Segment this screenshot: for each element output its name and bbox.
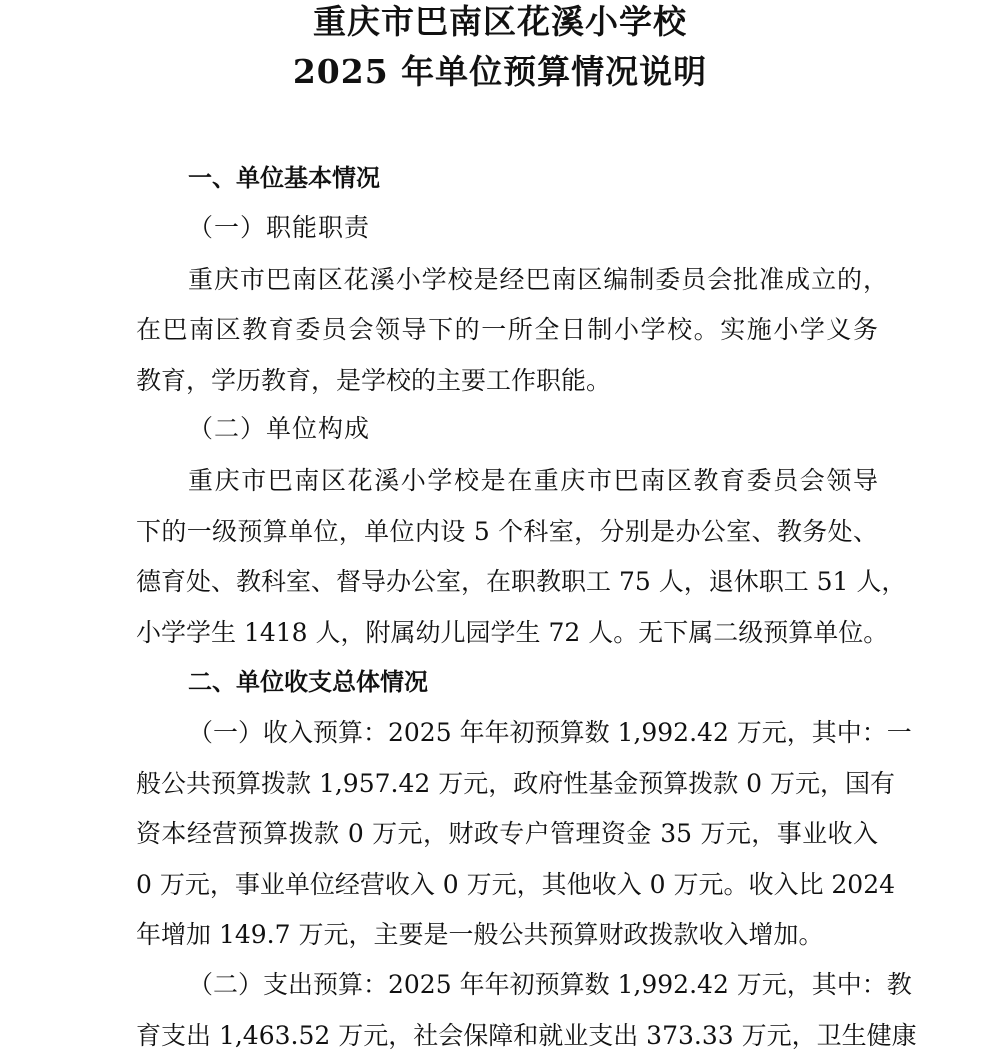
paragraph-line: 在巴南区教育委员会领导下的一所全日制小学校。实施小学义务 [136, 315, 878, 344]
paragraph-line: 资本经营预算拨款 0 万元，财政专户管理资金 35 万元，事业收入 [136, 819, 878, 848]
paragraph-line: （一）收入预算：2025 年年初预算数 1,992.42 万元，其中：一 [188, 718, 912, 747]
section-heading-basic-info: 一、单位基本情况 [188, 164, 380, 192]
paragraph-line: 0 万元，事业单位经营收入 0 万元，其他收入 0 万元。收入比 2024 [136, 870, 896, 899]
subheading-duties: （一）职能职责 [188, 213, 371, 242]
document-title-line-1: 重庆市巴南区花溪小学校 [313, 2, 687, 41]
paragraph-line: 教育，学历教育，是学校的主要工作职能。 [136, 366, 612, 395]
paragraph-line: 育支出 1,463.52 万元，社会保障和就业支出 373.33 万元，卫生健康 [136, 1021, 917, 1050]
document-title-line-2: 2025 年单位预算情况说明 [292, 52, 708, 91]
paragraph-line: 重庆市巴南区花溪小学校是经巴南区编制委员会批准成立的， [188, 265, 888, 294]
paragraph-line: 年增加 149.7 万元，主要是一般公共预算财政拨款收入增加。 [136, 920, 824, 949]
paragraph-line: 下的一级预算单位，单位内设 5 个科室，分别是办公室、教务处、 [136, 517, 878, 546]
paragraph-line: 重庆市巴南区花溪小学校是在重庆市巴南区教育委员会领导 [188, 466, 878, 495]
paragraph-line: 般公共预算拨款 1,957.42 万元，政府性基金预算拨款 0 万元，国有 [136, 769, 896, 798]
paragraph-line: 德育处、教科室、督导办公室，在职教职工 75 人，退休职工 51 人， [136, 567, 907, 596]
paragraph-line: 小学学生 1418 人，附属幼儿园学生 72 人。无下属二级预算单位。 [136, 618, 889, 647]
section-heading-revenue-expenditure: 二、单位收支总体情况 [188, 668, 428, 696]
paragraph-line: （二）支出预算：2025 年年初预算数 1,992.42 万元，其中：教 [188, 970, 912, 999]
subheading-composition: （二）单位构成 [188, 414, 371, 443]
